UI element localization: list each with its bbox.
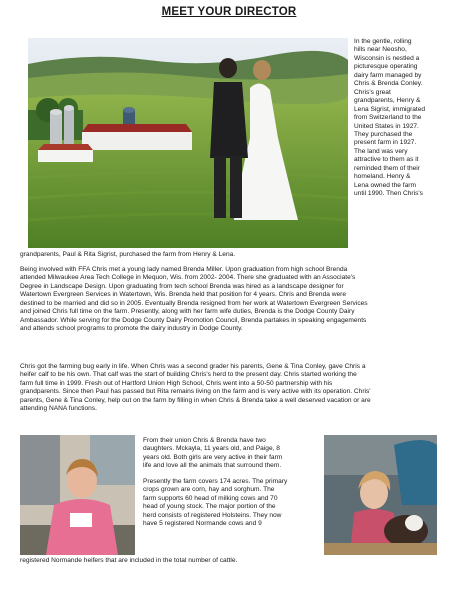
intro-line: In the gentle, rolling [354, 38, 412, 45]
intro-line: Lena owned the farm [354, 181, 416, 189]
paragraph-line: farm supports 60 head of milking cows and 70 [143, 494, 278, 502]
paragraph-line: farm full time in 1999. Fresh out of Hartford Union High School, Chris went into a 50-50 partnership with his [20, 379, 333, 387]
paragraph-line: years old. Both girls are very active in their farm [143, 453, 283, 461]
paragraph-line: and joined Chris full time on the farm. Presently, along with her farm wife duties, Brenda is the Dodge County Dairy [20, 308, 355, 316]
paragraph-line: Watertown Evergreen Services in Watertown, Wis. Brenda held that position for 4 years. Chris and Brenda were [20, 291, 347, 299]
intro-continuation: grandparents, Paul & Rita Sigrist, purchased the farm from Henry & Lena. [20, 251, 236, 258]
paragraph-farm [143, 478, 318, 529]
paragraph-line: head of young stock. The major portion of the [143, 503, 276, 511]
paragraph-line: heifer calf to be his own. That calf was the start of building Chris's herd to the present day. Chris started working the [20, 371, 357, 379]
paragraph-line: Chris got the farming bug early in life. When Chris was a second grader his parents, Gene & Tina Conley, gave Chris a [20, 363, 366, 370]
paragraph-line: Being involved with FFA Chris met a young lady named Brenda Miller. Upon graduation from high school Brenda [20, 266, 348, 273]
paragraph-line: destined to be married and did so in 2005. Eventually Brenda resigned from her work at Watertown Evergreen Services [20, 299, 368, 307]
intro-line: Lena Sigrist, immigrated [354, 105, 426, 113]
intro-line: The land was very [354, 147, 408, 155]
daughter-photo [20, 435, 135, 555]
intro-line: Chris's great [354, 88, 391, 96]
intro-line: attractive to them as it [354, 156, 419, 164]
paragraph-line: From their union Chris & Brenda have two [143, 437, 266, 444]
paragraph-line: Ambassador. While serving for the Dodge County Dairy Promotion Council, Brenda partakes in speaking engagements [20, 316, 367, 324]
intro-line: United States in 1927. [354, 122, 419, 130]
intro-line: Chris & Brenda Conley. [354, 80, 423, 88]
paragraph-line: grandparents. Since then Paul has passed but Rita remains living on the farm and is very active with its operation. Chris' [20, 388, 371, 396]
intro-side-column [354, 38, 458, 199]
paragraph-line: Presently the farm covers 174 acres. The primary [143, 478, 288, 485]
intro-line: grandparents, Henry & [354, 97, 421, 105]
intro-line: until 1990. Then Chris's [354, 190, 423, 198]
paragraph-line: crops grown are corn, hay and sorghum. The [143, 486, 275, 494]
intro-line: present farm in 1927. [354, 139, 417, 147]
wedding-farm-photo [28, 38, 348, 248]
paragraph-line: and attends school programs to promote the dairy industry in Dodge County. [20, 325, 243, 333]
paragraph-line: have 5 registered Normande cows and 9 [143, 520, 262, 528]
paragraph-line: attending NANA functions. [20, 405, 97, 413]
paragraph-brenda [20, 266, 452, 334]
paragraph-line: life and love all the animals that surround them. [143, 462, 282, 470]
intro-line: from Switzerland to the [354, 114, 422, 122]
intro-line: homeland. Henry & [354, 173, 411, 181]
intro-line: picturesque operating [354, 63, 418, 71]
paragraph-daughters [143, 437, 318, 471]
daughter-with-calf-photo [324, 435, 437, 555]
intro-line: They purchased the [354, 130, 413, 138]
page-title: MEET YOUR DIRECTOR [161, 6, 297, 18]
intro-line: dairy farm managed by [354, 71, 422, 79]
farm-continuation: registered Normande heifers that are included in the total number of cattle. [20, 557, 238, 564]
intro-line: reminded them of their [354, 164, 420, 172]
paragraph-line: daughters. Mckayla, 11 years old, and Paige, 8 [143, 445, 280, 453]
paragraph-line: parents, Gene & Tina Conley, help out on the farm by filling in when Chris & Brenda take a well deserved vacation or are [20, 396, 371, 404]
paragraph-line: Degree in Landscape Design. Upon graduating from tech school Brenda was hired as a landscape designer for [20, 282, 344, 290]
intro-line: hills near Neosho, [354, 46, 407, 54]
paragraph-line: attended Milwaukee Area Tech College in Mequon, Wis. from 2002- 2004. There she graduated with an Associate's [20, 274, 356, 282]
paragraph-chris [20, 363, 452, 414]
intro-line: Wisconsin is nestled a [354, 54, 420, 62]
paragraph-line: herd consists of registered Holsteins. They now [143, 511, 282, 519]
